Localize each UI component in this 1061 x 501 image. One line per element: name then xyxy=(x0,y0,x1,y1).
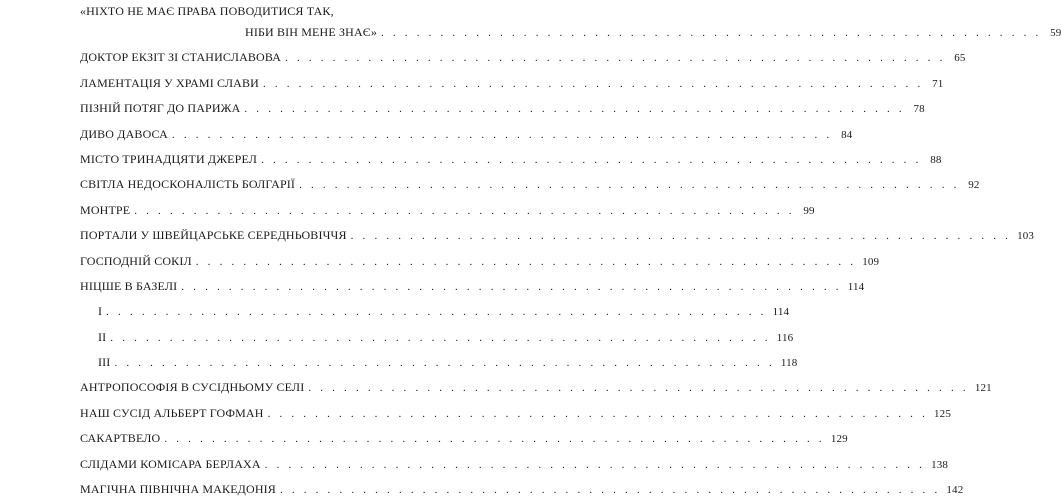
toc-entry xyxy=(80,476,964,501)
toc-entry-page: 59 xyxy=(1050,27,1061,39)
toc-entry xyxy=(80,374,992,399)
toc-entry-page: 78 xyxy=(913,103,925,116)
dot-leader: . . . . . . . . . . . . . . . . . . . . . . . . . . . . . . . . . . . . . . . . . . . . . . . . . . . . . . . . xyxy=(106,306,767,319)
toc-entry-title: НАШ СУСІД АЛЬБЕРТ ГОФМАН xyxy=(80,405,264,420)
toc-entry-page: 65 xyxy=(954,52,966,65)
toc-entry xyxy=(80,196,815,221)
toc-entry-title: АНТРОПОСОФІЯ В СУСІДНЬОМУ СЕЛІ xyxy=(80,380,305,395)
toc-entry-page: 121 xyxy=(974,382,992,395)
toc-entry xyxy=(80,171,980,196)
toc-entry-title: САКАРТВЕЛО xyxy=(80,431,161,446)
toc-entry-title-line1: «НІХТО НЕ МАЄ ПРАВА ПОВОДИТИСЯ ТАК, xyxy=(80,4,334,18)
toc-entry xyxy=(80,222,1035,247)
toc-entry-title: СЛІДАМИ КОМІСАРА БЕРЛАХА xyxy=(80,456,261,471)
toc-entry-page: 129 xyxy=(830,433,848,446)
toc-entry-title: МАГІЧНА ПІВНІЧНА МАКЕДОНІЯ xyxy=(80,482,276,497)
toc-entry-page: 114 xyxy=(772,306,790,319)
dot-leader: . . . . . . . . . . . . . . . . . . . . . . . . . . . . . . . . . . . . . . . . . . . . . . . . . . . . . . . . xyxy=(110,331,771,344)
dot-leader: . . . . . . . . . . . . . . . . . . . . . . . . . . . . . . . . . . . . . . . . . . . . . . . . . . . . . . . . xyxy=(114,357,775,370)
toc-entry-page: 125 xyxy=(934,407,951,420)
toc-entry xyxy=(80,146,942,171)
toc-entry-title: МІСТО ТРИНАДЦЯТИ ДЖЕРЕЛ xyxy=(80,151,258,166)
toc-entry-page: 114 xyxy=(847,280,865,293)
toc-entry-page: 138 xyxy=(931,458,949,471)
dot-leader: . . . . . . . . . . . . . . . . . . . . . . . . . . . . . . . . . . . . . . . . . . . . . . . . . . . . . . . . xyxy=(279,484,941,497)
toc-entry xyxy=(80,273,865,298)
table-of-contents xyxy=(80,0,1061,501)
dot-leader: . . . . . . . . . . . . . . . . . . . . . . . . . . . . . . . . . . . . . . . . . . . . . . . . . . . . . . . . xyxy=(285,52,946,65)
toc-entry-page: 103 xyxy=(1017,230,1035,243)
dot-leader: . . . . . . . . . . . . . . . . . . . . . . . . . . . . . . . . . . . . . . . . . . . . . . . . . . . . . . . . xyxy=(262,77,924,90)
toc-entry xyxy=(80,44,966,69)
toc-entry-page: 118 xyxy=(780,357,798,370)
toc-subentry-title: I xyxy=(98,304,103,319)
dot-leader: . . . . . . . . . . . . . . . . . . . . . . . . . . . . . . . . . . . . . . . . . . . . . . . . . . . . . . . . xyxy=(244,103,905,116)
toc-entry-title: ГОСПОДНІЙ СОКІЛ xyxy=(80,253,192,268)
toc-subentry-title: II xyxy=(98,329,107,344)
dot-leader: . . . . . . . . . . . . . . . . . . . . . . . . . . . . . . . . . . . . . . . . . . . . . . . . . . . . . . . . xyxy=(267,407,929,420)
dot-leader: . . . . . . . . . . . . . . . . . . . . . . . . . . . . . . . . . . . . . . . . . . . . . . . . . . . . . . . . xyxy=(264,458,926,471)
dot-leader: . . . . . . . . . . . . . . . . . . . . . . . . . . . . . . . . . . . . . . . . . . . . . . . . . . . . . . . . xyxy=(308,382,969,395)
toc-entry xyxy=(80,95,925,120)
toc-subentry xyxy=(80,298,790,323)
toc-entry-title-line2: НІБИ ВІН МЕНЕ ЗНАЄ» xyxy=(245,25,377,39)
toc-entry-title: МОНТРЕ xyxy=(80,202,131,217)
toc-entry-title: ПІЗНІЙ ПОТЯГ ДО ПАРИЖА xyxy=(80,101,241,116)
toc-entry-line xyxy=(245,25,1061,40)
toc-entry xyxy=(80,69,944,94)
toc-entry-page: 109 xyxy=(862,255,880,268)
dot-leader: . . . . . . . . . . . . . . . . . . . . . . . . . . . . . . . . . . . . . . . . . . . . . . . . . . . . . . . . xyxy=(171,128,833,141)
toc-entry-title: ПОРТАЛИ У ШВЕЙЦАРСЬКЕ СЕРЕДНЬОВІЧЧЯ xyxy=(80,228,347,243)
toc-entry-title: ДОКТОР ЕКЗІТ ЗІ СТАНИСЛАВОВА xyxy=(80,50,282,65)
dot-leader: . . . . . . . . . . . . . . . . . . . . . . . . . . . . . . . . . . . . . . . . . . . . . . . . . . . . . . . . xyxy=(299,179,960,192)
dot-leader: . . . . . . . . . . . . . . . . . . . . . . . . . . . . . . . . . . . . . . . . . . . . . . . . . . . . . . . . xyxy=(181,280,842,293)
toc-entry-page: 92 xyxy=(968,179,980,192)
toc-entry xyxy=(80,247,880,272)
dot-leader: . . . . . . . . . . . . . . . . . . . . . . . . . . . . . . . . . . . . . . . . . . . . . . . . . . . . . . . . xyxy=(381,27,1042,39)
toc-entry xyxy=(80,0,1061,44)
toc-entry xyxy=(80,399,951,424)
toc-entry-page: 88 xyxy=(930,153,942,166)
toc-subentry-title: III xyxy=(98,355,111,370)
toc-entry xyxy=(80,120,853,145)
dot-leader: . . . . . . . . . . . . . . . . . . . . . . . . . . . . . . . . . . . . . . . . . . . . . . . . . . . . . . . . xyxy=(134,204,795,217)
toc-entry-page: 142 xyxy=(946,484,964,497)
toc-entry-title: НІЦШЕ В БАЗЕЛІ xyxy=(80,278,178,293)
toc-entry-title: СВІТЛА НЕДОСКОНАЛІСТЬ БОЛГАРІЇ xyxy=(80,177,296,192)
toc-subentry xyxy=(80,349,798,374)
toc-entry-title: ЛАМЕНТАЦІЯ У ХРАМІ СЛАВИ xyxy=(80,75,259,90)
toc-entry-page: 116 xyxy=(776,331,794,344)
dot-leader: . . . . . . . . . . . . . . . . . . . . . . . . . . . . . . . . . . . . . . . . . . . . . . . . . . . . . . . . xyxy=(195,255,857,268)
toc-entry xyxy=(80,450,949,475)
toc-subentry xyxy=(80,323,794,348)
toc-entry-page: 99 xyxy=(803,204,815,217)
toc-entry-title: ДИВО ДАВОСА xyxy=(80,126,168,141)
dot-leader: . . . . . . . . . . . . . . . . . . . . . . . . . . . . . . . . . . . . . . . . . . . . . . . . . . . . . . . . xyxy=(164,433,825,446)
toc-entry xyxy=(80,425,848,450)
dot-leader: . . . . . . . . . . . . . . . . . . . . . . . . . . . . . . . . . . . . . . . . . . . . . . . . . . . . . . . . xyxy=(350,230,1012,243)
dot-leader: . . . . . . . . . . . . . . . . . . . . . . . . . . . . . . . . . . . . . . . . . . . . . . . . . . . . . . . . xyxy=(261,153,922,166)
toc-entry-page: 84 xyxy=(841,128,853,141)
toc-entry-page: 71 xyxy=(932,77,944,90)
